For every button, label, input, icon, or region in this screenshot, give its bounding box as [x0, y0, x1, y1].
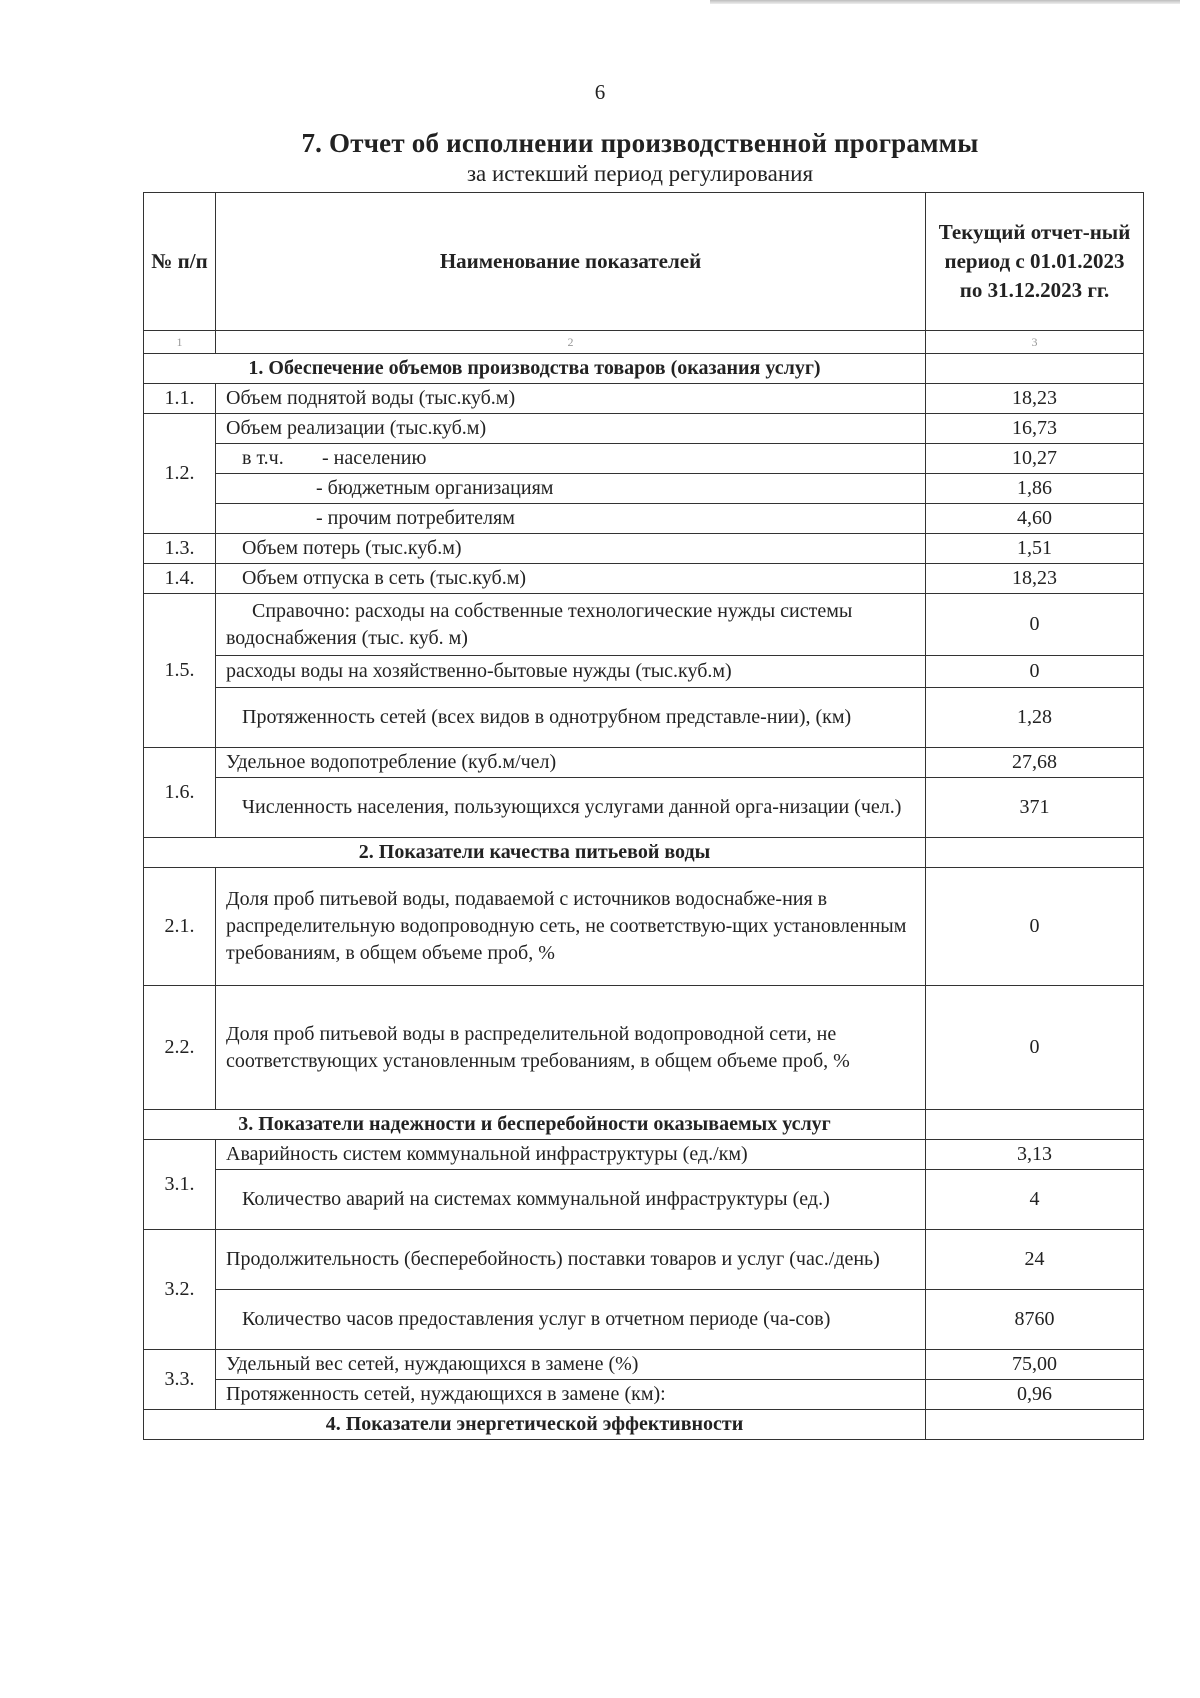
row-name: Количество аварий на системах коммунальной инфраструктуры (ед.) — [216, 1170, 926, 1230]
table-row — [144, 504, 1144, 534]
table-row — [144, 384, 1144, 414]
row-name: Протяженность сетей (всех видов в однотрубном представле-нии), (км) — [216, 688, 926, 748]
row-value: 1,86 — [926, 474, 1144, 504]
section-title-1: 1. Обеспечение объемов производства товаров (оказания услуг) — [144, 354, 926, 384]
section-row — [144, 1110, 1144, 1140]
row-value: 24 — [926, 1230, 1144, 1290]
row-number: 3.1. — [144, 1140, 216, 1230]
row-value: 0 — [926, 656, 1144, 688]
table-header-row — [144, 193, 1144, 331]
row-value: 16,73 — [926, 414, 1144, 444]
row-name: Доля проб питьевой воды, подаваемой с источников водоснабже-ния в распределительную водопроводную сеть, не соответствую-щих установленным требованиям, в общем объеме проб, % — [216, 868, 926, 986]
table-row — [144, 444, 1144, 474]
row-name: Численность населения, пользующихся услугами данной орга-низации (чел.) — [216, 778, 926, 838]
report-title: 7. Отчет об исполнении производственной программы — [301, 128, 979, 158]
header-name: Наименование показателей — [216, 193, 926, 331]
section-value-4 — [926, 1410, 1144, 1440]
row-value: 18,23 — [926, 564, 1144, 594]
table-row — [144, 1290, 1144, 1350]
section-row — [144, 838, 1144, 868]
section-row — [144, 354, 1144, 384]
table-row — [144, 778, 1144, 838]
table-row — [144, 594, 1144, 656]
row-name: Продолжительность (бесперебойность) поставки товаров и услуг (час./день) — [216, 1230, 926, 1290]
row-name: Удельный вес сетей, нуждающихся в замене (%) — [216, 1350, 926, 1380]
report-table — [143, 192, 1144, 1440]
row-name: Доля проб питьевой воды в распределительной водопроводной сети, не соответствующих установленным требованиям, в общем объеме проб, % — [216, 986, 926, 1110]
header-period: Текущий отчет-ный период с 01.01.2023 по 31.12.2023 гг. — [926, 193, 1144, 331]
row-name: Объем отпуска в сеть (тыс.куб.м) — [216, 564, 926, 594]
column-number-3: 3 — [926, 331, 1144, 354]
section-title-4: 4. Показатели энергетической эффективности — [144, 1410, 926, 1440]
table-row — [144, 748, 1144, 778]
row-value: 18,23 — [926, 384, 1144, 414]
row-name: расходы воды на хозяйственно-бытовые нужды (тыс.куб.м) — [216, 656, 926, 688]
row-value: 0 — [926, 986, 1144, 1110]
column-number-2: 2 — [216, 331, 926, 354]
table-row — [144, 1140, 1144, 1170]
row-number: 1.3. — [144, 534, 216, 564]
page-number: 6 — [594, 80, 606, 104]
row-number: 2.1. — [144, 868, 216, 986]
column-number-1: 1 — [144, 331, 216, 354]
row-value: 0 — [926, 594, 1144, 656]
row-prefix: в т.ч. — [242, 447, 284, 469]
row-value: 4 — [926, 1170, 1144, 1230]
row-value: 10,27 — [926, 444, 1144, 474]
table-row — [144, 564, 1144, 594]
section-value-1 — [926, 354, 1144, 384]
table-row — [144, 534, 1144, 564]
row-name: Объем поднятой воды (тыс.куб.м) — [216, 384, 926, 414]
row-name — [216, 444, 926, 474]
row-value: 8760 — [926, 1290, 1144, 1350]
table-row — [144, 1380, 1144, 1410]
row-name: Удельное водопотребление (куб.м/чел) — [216, 748, 926, 778]
table-row — [144, 868, 1144, 986]
table-row — [144, 986, 1144, 1110]
row-value: 27,68 — [926, 748, 1144, 778]
row-value: 1,51 — [926, 534, 1144, 564]
row-number: 1.2. — [144, 414, 216, 534]
table-row — [144, 688, 1144, 748]
table-row — [144, 1170, 1144, 1230]
header-number: № п/п — [144, 193, 216, 331]
row-number: 1.4. — [144, 564, 216, 594]
row-value: 4,60 — [926, 504, 1144, 534]
row-number: 3.3. — [144, 1350, 216, 1410]
row-name: Объем потерь (тыс.куб.м) — [216, 534, 926, 564]
row-number: 1.5. — [144, 594, 216, 748]
row-number: 1.1. — [144, 384, 216, 414]
section-title-3: 3. Показатели надежности и бесперебойности оказываемых услуг — [144, 1110, 926, 1140]
row-value: 0,96 — [926, 1380, 1144, 1410]
table-row — [144, 474, 1144, 504]
row-name: - бюджетным организациям — [216, 474, 926, 504]
row-name: Количество часов предоставления услуг в отчетном периоде (ча-сов) — [216, 1290, 926, 1350]
table-row — [144, 1350, 1144, 1380]
section-title-2: 2. Показатели качества питьевой воды — [144, 838, 926, 868]
table-row — [144, 1230, 1144, 1290]
row-name: Объем реализации (тыс.куб.м) — [216, 414, 926, 444]
row-number: 3.2. — [144, 1230, 216, 1350]
column-numbers-row — [144, 331, 1144, 354]
section-value-3 — [926, 1110, 1144, 1140]
row-value: 1,28 — [926, 688, 1144, 748]
table-row — [144, 414, 1144, 444]
row-value: 0 — [926, 868, 1144, 986]
row-value: 371 — [926, 778, 1144, 838]
row-name: Протяженность сетей, нуждающихся в замене (км): — [216, 1380, 926, 1410]
row-value: 3,13 — [926, 1140, 1144, 1170]
section-value-2 — [926, 838, 1144, 868]
scan-edge — [710, 0, 1180, 4]
row-name: - прочим потребителям — [216, 504, 926, 534]
row-number: 1.6. — [144, 748, 216, 838]
report-subtitle: за истекший период регулирования — [466, 161, 814, 186]
row-name: Аварийность систем коммунальной инфраструктуры (ед./км) — [216, 1140, 926, 1170]
section-row — [144, 1410, 1144, 1440]
row-name: Справочно: расходы на собственные технологические нужды системы водоснабжения (тыс. куб. м) — [216, 594, 926, 656]
row-name-text: - населению — [322, 447, 427, 469]
row-number: 2.2. — [144, 986, 216, 1110]
row-value: 75,00 — [926, 1350, 1144, 1380]
table-row — [144, 656, 1144, 688]
